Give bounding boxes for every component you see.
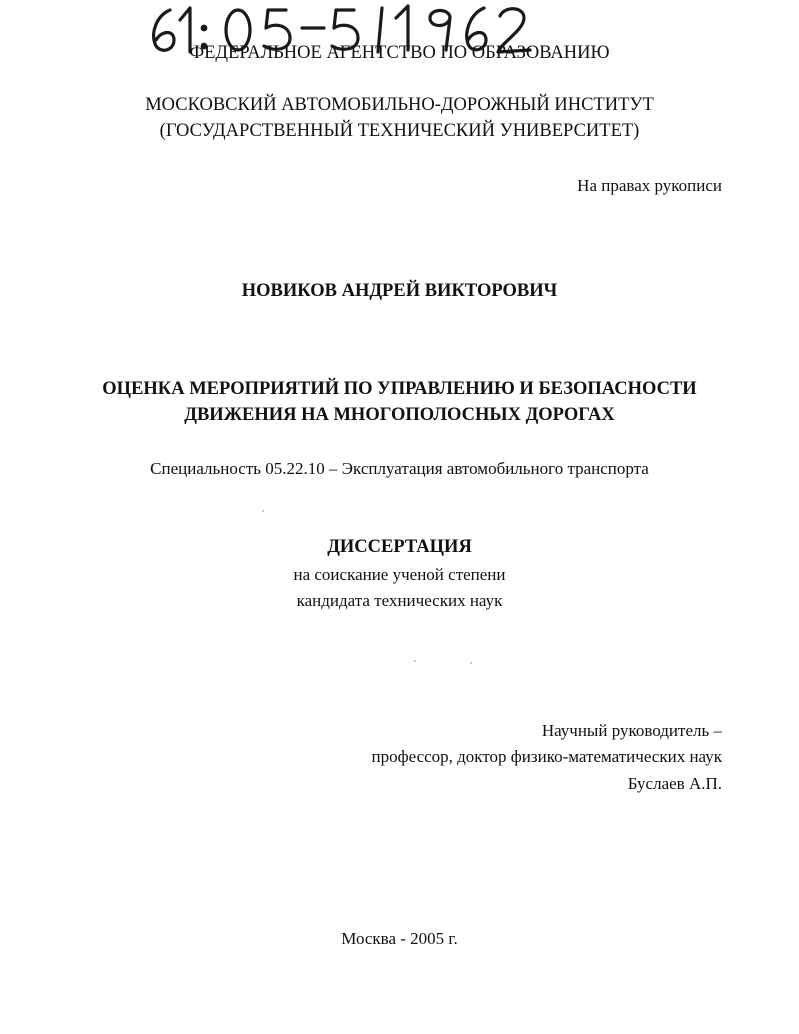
institute-name: МОСКОВСКИЙ АВТОМОБИЛЬНО-ДОРОЖНЫЙ ИНСТИТУТ xyxy=(145,95,654,115)
thesis-title-line1: ОЦЕНКА МЕРОПРИЯТИЙ ПО УПРАВЛЕНИЮ И БЕЗОПАСНОСТИ xyxy=(102,379,697,399)
degree-name: кандидата технических наук xyxy=(296,591,503,610)
institute-status: (ГОСУДАРСТВЕННЫЙ ТЕХНИЧЕСКИЙ УНИВЕРСИТЕТ) xyxy=(159,121,640,141)
place-and-year: Москва - 2005 г. xyxy=(341,929,458,948)
manuscript-note: На правах рукописи xyxy=(577,176,722,195)
supervisor-role: Научный руководитель – xyxy=(541,721,722,740)
degree-purpose: на соискание ученой степени xyxy=(293,565,506,584)
specialty: Специальность 05.22.10 – Эксплуатация автомобильного транспорта xyxy=(150,459,649,478)
author-name: НОВИКОВ АНДРЕЙ ВИКТОРОВИЧ xyxy=(241,281,558,301)
supervisor-name: Буслаев А.П. xyxy=(627,774,722,793)
work-type-label: ДИССЕРТАЦИЯ xyxy=(327,537,472,557)
scan-speck xyxy=(414,660,416,662)
thesis-title-line2: ДВИЖЕНИЯ НА МНОГОПОЛОСНЫХ ДОРОГАХ xyxy=(184,405,615,425)
agency-name: ФЕДЕРАЛЬНОЕ АГЕНТСТВО ПО ОБРАЗОВАНИЮ xyxy=(189,43,610,63)
scan-speck xyxy=(262,510,264,512)
scan-speck xyxy=(470,662,472,664)
supervisor-degree: профессор, доктор физико-математических наук xyxy=(371,747,722,766)
